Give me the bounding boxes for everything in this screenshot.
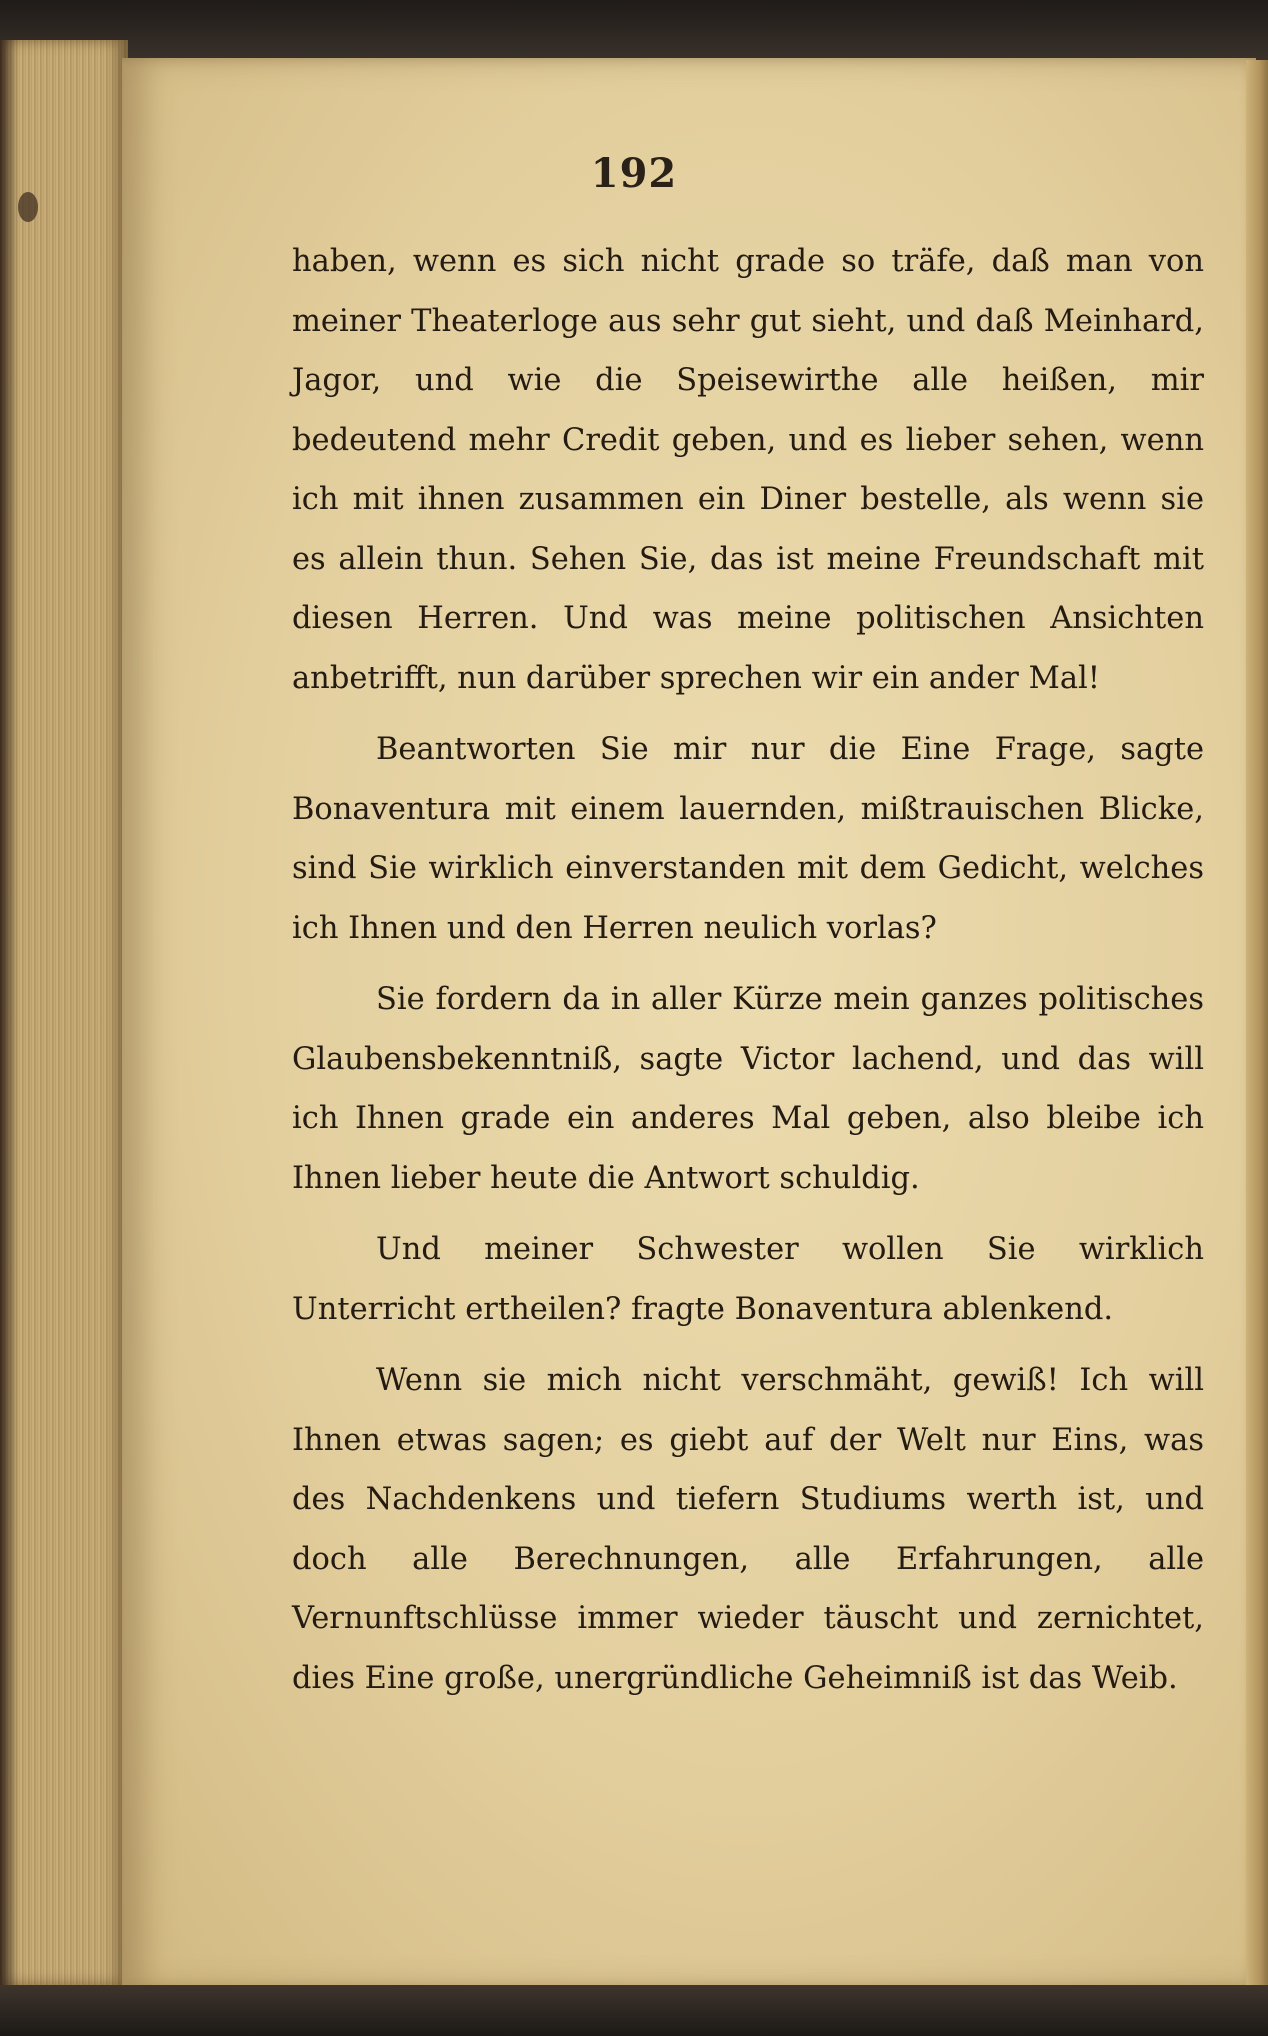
page-number: 192 <box>590 150 678 197</box>
paragraph: Und meiner Schwester wollen Sie wirklich Unterricht ertheilen? fragte Bonaventura ablenkend. <box>292 1232 1204 1327</box>
book-cover-top <box>0 0 1268 62</box>
page-edges <box>0 40 128 1985</box>
paragraph: Beantworten Sie mir nur die Eine Frage, sagte Bonaventura mit einem lauernden, mißtrauischen Blicke, sind Sie wirklich einverstanden mit dem Gedicht, welches ich Ihnen und den Herren neulich vorlas? <box>292 732 1204 946</box>
book-cover-bottom <box>0 1985 1268 2036</box>
page-text <box>292 232 1204 1720</box>
paragraph: haben, wenn es sich nicht grade so träfe, daß man von meiner Theaterloge aus sehr gut sieht, und daß Meinhard, Jagor, und wie die Speisewirthe alle heißen, mir bedeutend mehr Credit geben, und es lieber sehen, wenn ich mit ihnen zusammen ein Diner bestelle, als wenn sie es allein thun. Sehen Sie, das ist meine Freundschaft mit diesen Herren. Und was meine politischen Ansichten anbetrifft, nun darüber sprechen wir ein ander Mal! <box>292 244 1204 696</box>
page-right-edge <box>1246 60 1268 1985</box>
paragraph: Wenn sie mich nicht verschmäht, gewiß! Ich will Ihnen etwas sagen; es giebt auf der Welt nur Eins, was des Nachdenkens und tiefern Studiums werth ist, und doch alle Berechnungen, alle Erfahrungen, alle Vernunftschlüsse immer wieder täuscht und zernichtet, dies Eine große, unergründliche Geheimniß ist das Weib. <box>292 1363 1204 1696</box>
paragraph: Sie fordern da in aller Kürze mein ganzes politisches Glaubensbekenntniß, sagte Victor lachend, und das will ich Ihnen grade ein anderes Mal geben, also bleibe ich Ihnen lieber heute die Antwort schuldig. <box>292 982 1204 1196</box>
